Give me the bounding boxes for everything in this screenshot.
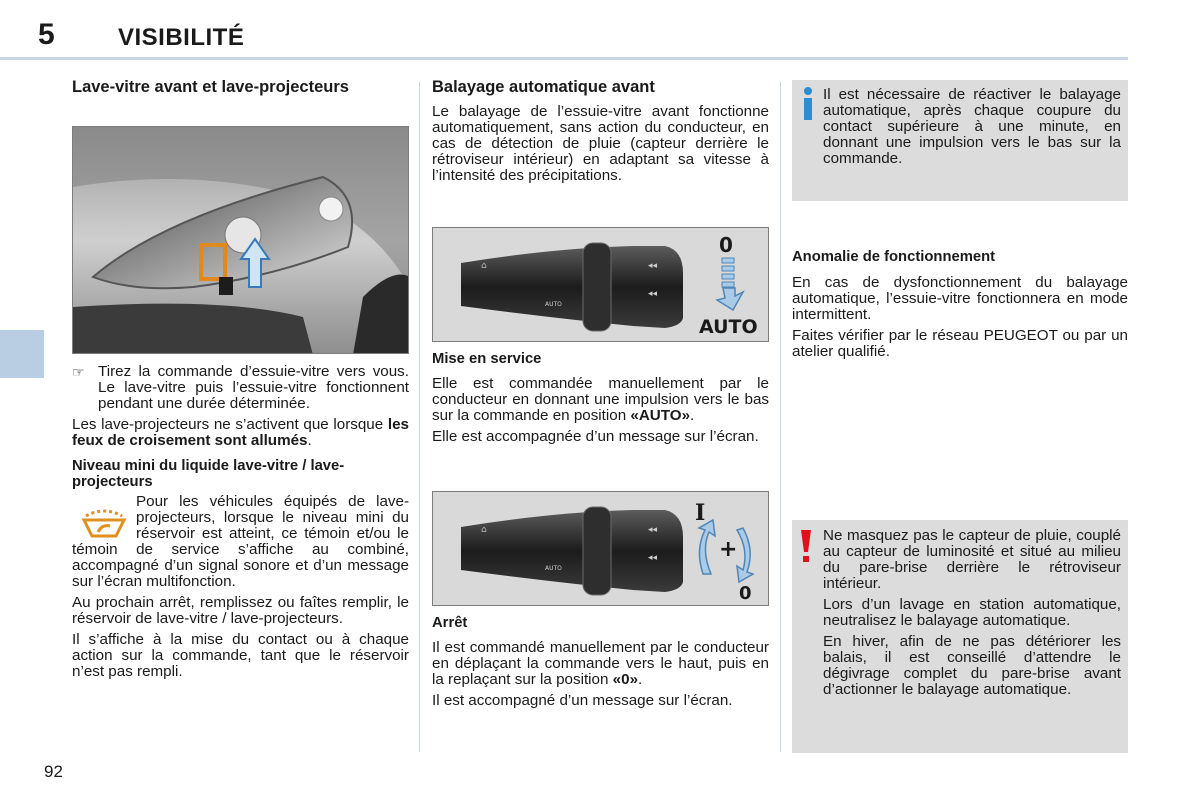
subsection-title-activation: Mise en service bbox=[432, 351, 542, 367]
column-3-anomaly bbox=[792, 249, 1128, 365]
wiper-stalk-stop-illustration bbox=[433, 492, 768, 605]
hand-pointer-icon: ☞ bbox=[72, 364, 85, 380]
warning-exclamation-icon bbox=[798, 530, 814, 564]
headlamp-washer-condition: Les lave-projecteurs ne s’activent que lorsque les feux de croisement sont allumés. bbox=[72, 416, 409, 449]
display-paragraph: Il s’affiche à la mise du contact ou à chaque action sur la commande, tant que le réservoir n’est pas rempli. bbox=[72, 631, 409, 680]
headlamp-illustration bbox=[73, 127, 409, 354]
fluid-level-paragraph: Pour les véhicules équipés de lave-projecteurs, lorsque le niveau mini du réservoir est atteint, ce témoin et/ou le témoin de service s’affiche au combiné, accompagné d’un signal sonore et d’un message sur l’écran multifonction. bbox=[72, 493, 409, 590]
headlamp-washer-photo bbox=[72, 126, 409, 354]
svg-text:⌂: ⌂ bbox=[481, 261, 487, 271]
warning-winter-paragraph: En hiver, afin de ne pas détériorer les balais, il est conseillé d’attendre le dégivrage complet du pare-brise avant d’actionner le balayage automatique. bbox=[823, 633, 1121, 698]
chapter-side-tab bbox=[0, 330, 44, 378]
page-number: 92 bbox=[44, 762, 63, 781]
washer-fluid-warning-icon bbox=[72, 494, 136, 542]
activation-message-paragraph: Elle est accompagnée d’un message sur l’écran. bbox=[432, 428, 759, 445]
subsection-title-fluid-level: Niveau mini du liquide lave-vitre / lave-projecteurs bbox=[72, 458, 345, 490]
subsection-title-malfunction: Anomalie de fonctionnement bbox=[792, 249, 996, 265]
section-title-auto-wiping: Balayage automatique avant bbox=[432, 78, 655, 96]
column-divider-1 bbox=[419, 82, 420, 752]
warning-carwash-paragraph: Lors d’un lavage en station automatique, neutralisez le balayage automatique. bbox=[823, 596, 1121, 629]
malfunction-paragraph: En cas de dysfonctionnement du balayage automatique, l’essuie-vitre fonctionnera en mode intermittent. bbox=[792, 274, 1128, 323]
washer-instruction: Tirez la commande d’essuie-vitre vers vous. Le lave-vitre puis l’essuie-vitre fonctionnent pendant une durée déterminée. bbox=[98, 363, 409, 412]
svg-text:◂◂: ◂◂ bbox=[648, 553, 658, 563]
header-rule bbox=[0, 57, 1128, 60]
auto-wiping-intro: Le balayage de l’essuie-vitre avant fonctionne automatiquement, sans action du conducteur, en cas de détection de pluie (capteur derrière le rétroviseur intérieur) en adaptant sa vitesse à l’intensité des précipitations. bbox=[432, 103, 769, 184]
subsection-title-stop: Arrêt bbox=[432, 615, 468, 631]
plus-label: + bbox=[719, 537, 738, 562]
stop-paragraph: Il est commandé manuellement par le conducteur en déplaçant la commande vers le haut, puis en la replaçant sur la position «0». bbox=[432, 639, 769, 688]
stalk-auto-figure bbox=[432, 227, 769, 342]
column-1-body bbox=[72, 364, 409, 685]
svg-text:◂◂: ◂◂ bbox=[648, 289, 658, 299]
wiper-stalk-auto-illustration bbox=[433, 228, 768, 341]
refill-paragraph: Au prochain arrêt, remplissez ou faîtes remplir, le réservoir de lave-vitre / lave-projecteurs. bbox=[72, 594, 409, 627]
column-2 bbox=[432, 78, 769, 189]
stop-message-paragraph: Il est accompagné d’un message sur l’écran. bbox=[432, 692, 733, 709]
warning-sensor-paragraph: Ne masquez pas le capteur de pluie, couplé au capteur de luminosité et situé au milieu du pare-brise derrière le rétroviseur intérieur. bbox=[823, 527, 1121, 592]
stalk-stop-figure bbox=[432, 491, 769, 606]
column-1 bbox=[72, 78, 409, 96]
column-2-arret bbox=[432, 615, 769, 714]
position-one-label: I bbox=[695, 500, 706, 526]
check-dealer-paragraph: Faites vérifier par le réseau PEUGEOT ou par un atelier qualifié. bbox=[792, 327, 1128, 360]
svg-text:AUTO: AUTO bbox=[545, 301, 562, 308]
info-icon bbox=[800, 86, 816, 122]
activation-paragraph: Elle est commandée manuellement par le conducteur en donnant une impulsion vers le bas sur la commande en position «AUTO». bbox=[432, 375, 769, 424]
info-box-text: Il est nécessaire de réactiver le balayage automatique, après chaque coupure du contact supérieure à une minute, en donnant une impulsion vers le bas sur la commande. bbox=[823, 86, 1121, 167]
position-zero-label: 0 bbox=[719, 233, 733, 257]
chapter-title: VISIBILITÉ bbox=[118, 24, 245, 51]
section-title-washer: Lave-vitre avant et lave-projecteurs bbox=[72, 78, 349, 96]
position-auto-label: AUTO bbox=[699, 316, 758, 338]
warning-box-text bbox=[823, 528, 1121, 703]
column-2-mise bbox=[432, 351, 769, 450]
column-divider-2 bbox=[780, 82, 781, 752]
chapter-number: 5 bbox=[38, 18, 55, 51]
position-zero-label-2: 0 bbox=[739, 583, 752, 604]
svg-text:AUTO: AUTO bbox=[545, 565, 562, 572]
svg-text:⌂: ⌂ bbox=[481, 525, 487, 535]
svg-text:◂◂: ◂◂ bbox=[648, 525, 658, 535]
svg-text:◂◂: ◂◂ bbox=[648, 261, 658, 271]
